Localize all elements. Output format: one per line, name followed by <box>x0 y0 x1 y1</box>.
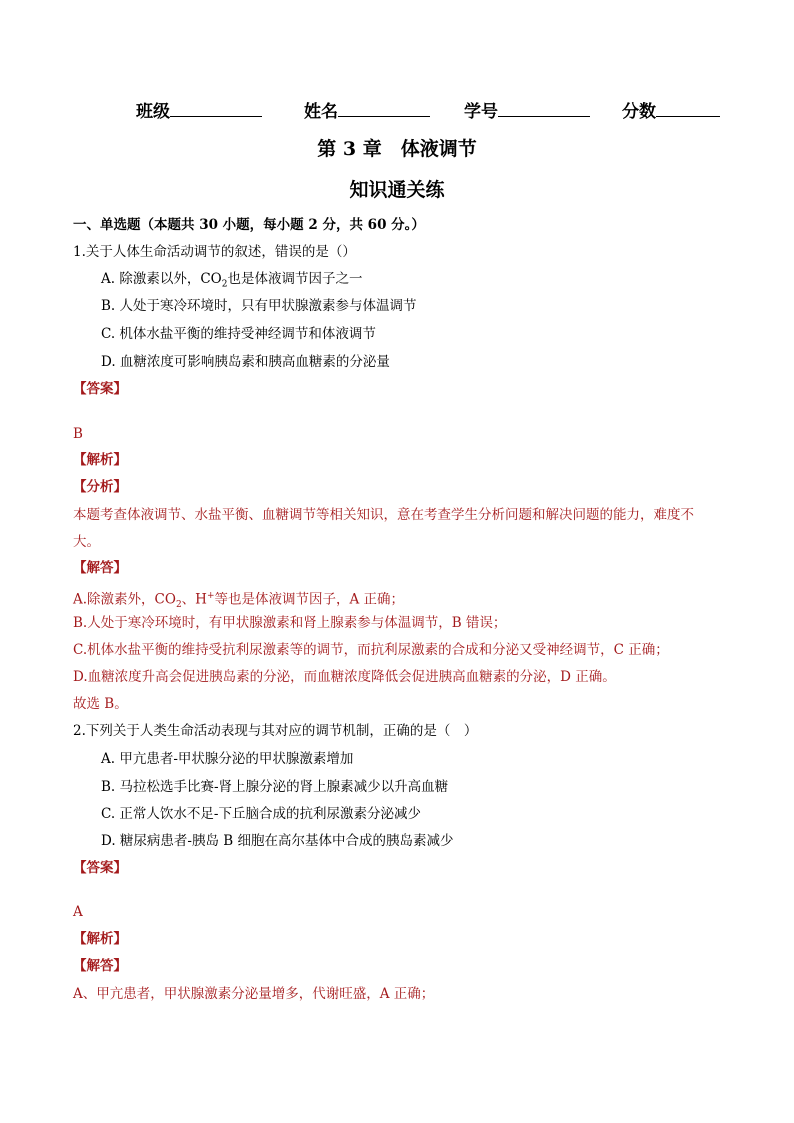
document-subtitle: 知识通关练 <box>349 179 445 201</box>
q1-jieda-b: B.人处于寒冷环境时，有甲状腺激素和肾上腺素参与体温调节，B 错误； <box>73 615 507 631</box>
name-blank[interactable] <box>338 98 430 117</box>
q2-stem: 2.下列关于人类生命活动表现与其对应的调节机制，正确的是（ ） <box>73 723 478 739</box>
q2-jieda-tag: 【解答】 <box>73 958 127 974</box>
q1-answer-tag: 【答案】 <box>73 381 127 397</box>
q1-option-b: B. 人处于寒冷环境时，只有甲状腺激素参与体温调节 <box>101 298 417 314</box>
q2-option-c: C. 正常人饮水不足-下丘脑合成的抗利尿激素分泌减少 <box>101 806 421 822</box>
q2-option-d: D. 糖尿病患者-胰岛 B 细胞在高尔基体中合成的胰岛素减少 <box>101 833 454 849</box>
section-heading: 一、单选题（本题共 30 小题，每小题 2 分，共 60 分。） <box>73 217 425 233</box>
q1-answer: B <box>73 426 83 442</box>
q2-option-b: B. 马拉松选手比赛-肾上腺分泌的肾上腺素减少以升高血糖 <box>101 779 449 795</box>
chapter-title: 第 3 章 体液调节 <box>317 138 477 160</box>
q1-option-c: C. 机体水盐平衡的维持受神经调节和体液调节 <box>101 326 376 342</box>
student-id-label: 学号 <box>464 102 498 122</box>
q1-fenxi-line1: 本题考查体液调节、水盐平衡、血糖调节等相关知识，意在考查学生分析问题和解决问题的能力，难度不 <box>73 507 694 523</box>
class-label: 班级 <box>136 102 170 122</box>
q2-jieda-a: A、甲亢患者，甲状腺激素分泌量增多，代谢旺盛，A 正确； <box>73 986 435 1002</box>
score-field[interactable] <box>622 97 720 122</box>
q1-fenxi-line2: 大。 <box>73 534 100 550</box>
q1-jieda-a: A.除激素外，$CO_2$、H+等也是体液调节因子，A 正确； <box>73 591 405 611</box>
q1-conclusion: 故选 B。 <box>73 696 128 712</box>
q1-option-a: A. 除激素以外，$CO_2$也是体液调节因子之一 <box>101 271 363 290</box>
q2-answer: A <box>73 904 83 920</box>
score-label: 分数 <box>622 102 656 122</box>
name-label: 姓名 <box>304 102 338 122</box>
q1-jieda-d: D.血糖浓度升高会促进胰岛素的分泌，而血糖浓度降低会促进胰高血糖素的分泌，D 正确。 <box>73 669 616 685</box>
q1-jieda-tag: 【解答】 <box>73 560 127 576</box>
class-field[interactable] <box>136 97 262 122</box>
q1-jiexi-tag: 【解析】 <box>73 452 127 468</box>
q2-option-a: A. 甲亢患者-甲状腺分泌的甲状腺激素增加 <box>101 751 354 767</box>
student-id-blank[interactable] <box>498 98 590 117</box>
q1-jieda-c: C.机体水盐平衡的维持受抗利尿激素等的调节，而抗利尿激素的合成和分泌又受神经调节，C 正确； <box>73 642 669 658</box>
score-blank[interactable] <box>656 98 720 117</box>
q2-jiexi-tag: 【解析】 <box>73 931 127 947</box>
q2-answer-tag: 【答案】 <box>73 860 127 876</box>
student-id-field[interactable] <box>464 97 590 122</box>
q1-stem: 1.关于人体生命活动调节的叙述，错误的是（） <box>73 244 356 260</box>
name-field[interactable] <box>304 97 430 122</box>
class-blank[interactable] <box>170 98 262 117</box>
q1-option-d: D. 血糖浓度可影响胰岛素和胰高血糖素的分泌量 <box>101 354 390 370</box>
q1-fenxi-tag: 【分析】 <box>73 479 127 495</box>
student-info-row <box>136 97 736 123</box>
